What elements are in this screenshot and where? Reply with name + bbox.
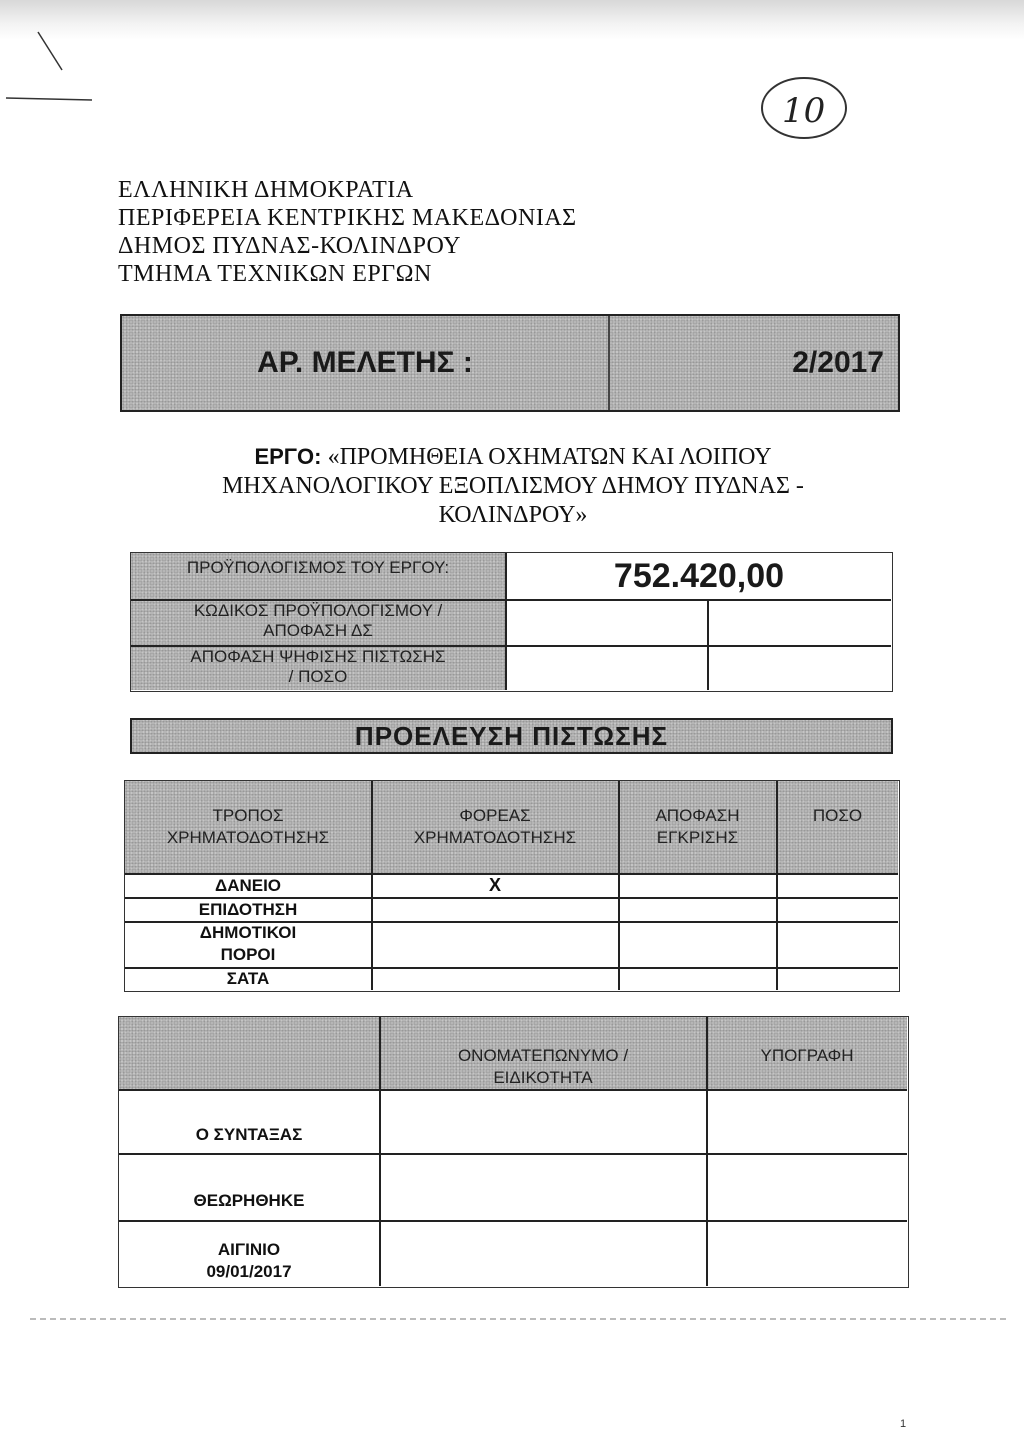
funding-header-decision-line-2: ΕΓΚΡΙΣΗΣ	[656, 828, 739, 847]
signatures-header-name-line-2: ΕΙΔΙΚΟΤΗΤΑ	[493, 1068, 593, 1087]
scan-corner-mark	[0, 30, 120, 110]
footer-mark: 1	[900, 1418, 907, 1430]
funding-mode-subsidy: ΕΠΙΔΟΤΗΣΗ	[198, 899, 298, 919]
signatures-header-name-line-1: ΟΝΟΜΑΤΕΠΩΝΥΜΟ /	[457, 1046, 629, 1065]
page-number-text: 10	[782, 91, 826, 131]
study-number-label: ΑΡ. ΜΕΛΕΤΗΣ :	[257, 346, 473, 379]
budget-code-label-line-1: ΚΩΔΙΚΟΣ ΠΡΟΫΠΟΛΟΓΙΣΜΟΥ /	[193, 601, 443, 620]
budget-table	[130, 552, 893, 692]
project-title-line-2: ΜΗΧΑΝΟΛΟΓΙΚΟΥ ΕΞΟΠΛΙΣΜΟΥ ΔΗΜΟΥ ΠΥΔΝΑΣ -	[222, 473, 804, 499]
funding-mode-municipal-line-1: ΔΗΜΟΤΙΚΟΙ	[199, 923, 297, 942]
project-title-line-3: ΚΟΛΙΝΔΡΟΥ»	[438, 502, 588, 528]
budget-code-label	[131, 601, 505, 641]
funding-mode-sata: ΣΑΤΑ	[226, 969, 270, 988]
header-line-4: ΤΜΗΜΑ ΤΕΧΝΙΚΩΝ ΕΡΓΩΝ	[118, 261, 432, 287]
scan-top-edge	[0, 0, 1024, 40]
funding-body-loan: Χ	[488, 875, 501, 895]
project-title-line-1	[118, 442, 908, 472]
budget-credit-label-line-1: ΑΠΟΦΑΣΗ ΨΗΦΙΣΗΣ ΠΙΣΤΩΣΗΣ	[190, 647, 446, 666]
budget-credit-label-line-2: / ΠΟΣΟ	[288, 667, 348, 686]
funding-header-mode	[125, 805, 371, 849]
table-row	[125, 874, 371, 897]
signatures-reviewed-label: ΘΕΩΡΗΘΗΚΕ	[193, 1190, 305, 1210]
header-line-3: ΔΗΜΟΣ ΠΥΔΝΑΣ-ΚΟΛΙΝΔΡΟΥ	[118, 233, 461, 259]
signatures-author-label: Ο ΣΥΝΤΑΞΑΣ	[195, 1125, 303, 1144]
study-number-box	[120, 314, 900, 412]
credit-origin-title: ΠΡΟΕΛΕΥΣΗ ΠΙΣΤΩΣΗΣ	[354, 720, 669, 751]
header-line-2: ΠΕΡΙΦΕΡΕΙΑ ΚΕΝΤΡΙΚΗΣ ΜΑΚΕΔΟΝΙΑΣ	[118, 205, 577, 231]
header-line-1: ΕΛΛΗΝΙΚΗ ΔΗΜΟΚΡΑΤΙΑ	[118, 177, 414, 203]
scan-bottom-line	[30, 1318, 1010, 1320]
project-prefix: ΕΡΓΟ:	[254, 444, 328, 469]
funding-mode-municipal-line-2: ΠΟΡΟΙ	[220, 945, 276, 964]
signatures-header-signature-label: ΥΠΟΓΡΑΦΗ	[760, 1046, 854, 1065]
funding-header-decision	[619, 805, 776, 849]
signatures-table	[118, 1016, 909, 1288]
funding-table	[124, 780, 900, 992]
table-row	[119, 1117, 379, 1153]
project-title	[118, 442, 908, 530]
table-row	[119, 1181, 379, 1220]
table-row	[125, 968, 371, 990]
budget-label: ΠΡΟΫΠΟΛΟΓΙΣΜΟΣ ΤΟΥ ΕΡΓΟΥ:	[186, 558, 450, 577]
signatures-place-label: ΑΙΓΙΝΙΟ	[217, 1240, 281, 1259]
signatures-header-signature	[707, 1045, 907, 1067]
funding-header-body-line-1: ΦΟΡΕΑΣ	[459, 806, 531, 825]
funding-header-body	[372, 805, 618, 849]
budget-value: 752.420,00	[613, 556, 785, 595]
funding-header-mode-line-2: ΧΡΗΜΑΤΟΔΟΤΗΣΗΣ	[166, 828, 330, 847]
project-title-line-1-text: «ΠΡΟΜΗΘΕΙΑ ΟΧΗΜΑΤΩΝ ΚΑΙ ΛΟΙΠΟΥ	[327, 444, 772, 470]
budget-code-label-line-2: ΑΠΟΦΑΣΗ ΔΣ	[263, 621, 373, 640]
signatures-date-label: 09/01/2017	[206, 1262, 292, 1281]
funding-header-decision-line-1: ΑΠΟΦΑΣΗ	[655, 806, 740, 825]
funding-mode-loan: ΔΑΝΕΙΟ	[214, 875, 282, 895]
signatures-header-name	[380, 1045, 706, 1089]
table-row	[119, 1239, 379, 1283]
credit-origin-banner	[130, 718, 893, 754]
funding-header-amount-line-1: ΠΟΣΟ	[812, 806, 863, 825]
funding-header-mode-line-1: ΤΡΟΠΟΣ	[212, 806, 284, 825]
budget-credit-label	[131, 647, 505, 687]
handwritten-page-number	[752, 70, 862, 150]
study-number-value: 2/2017	[792, 346, 884, 379]
table-row	[125, 898, 371, 921]
funding-header-amount	[777, 805, 898, 827]
table-row	[125, 922, 371, 967]
funding-header-body-line-2: ΧΡΗΜΑΤΟΔΟΤΗΣΗΣ	[413, 828, 577, 847]
